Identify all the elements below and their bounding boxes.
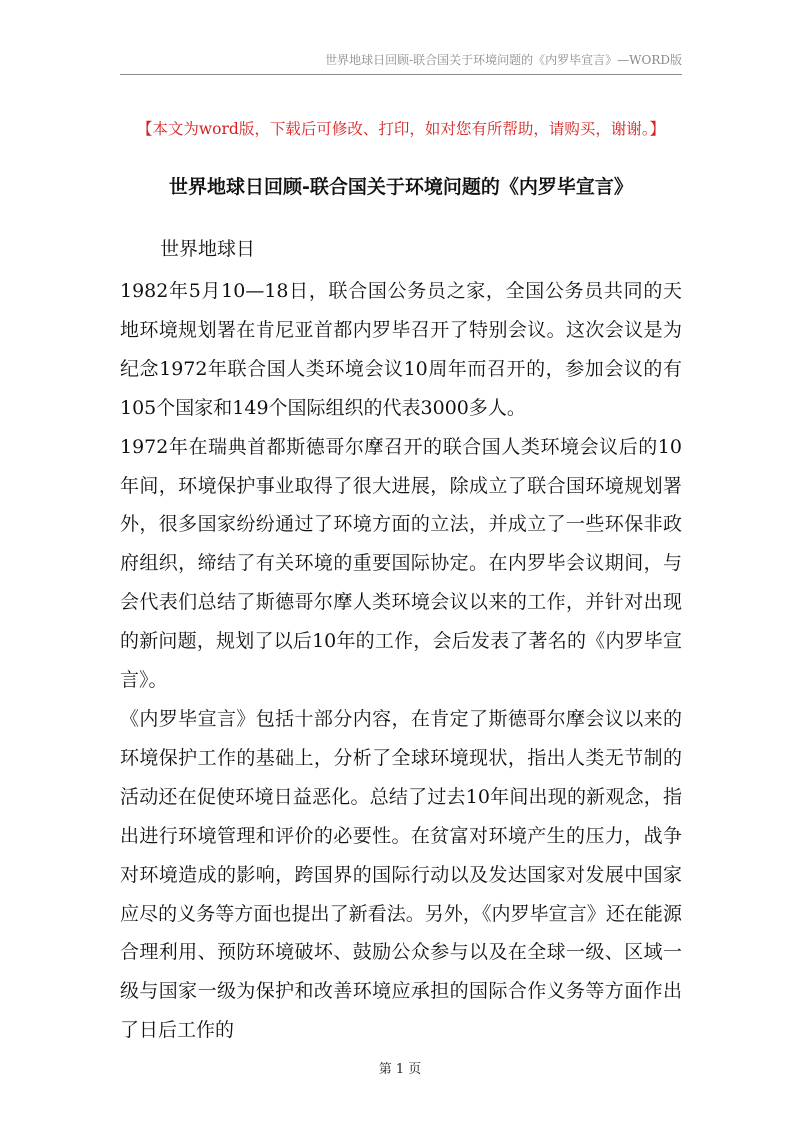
paragraph-1: 1982年5月10—18日，联合国公务员之家，全国公务员共同的天地环境规划署在肯尼亚首都内罗毕召开了特别会议。这次会议是为纪念1972年联合国人类环境会议10周年而召开的，参加会议的有105个国家和149个国际组织的代表3000多人。: [120, 280, 682, 419]
paragraph-2: 1972年在瑞典首都斯德哥尔摩召开的联合国人类环境会议后的10年间，环境保护事业取得了很大进展，除成立了联合国环境规划署外，很多国家纷纷通过了环境方面的立法，并成立了一些环保非政府组织，缔结了有关环境的重要国际协定。在内罗毕会议期间，与会代表们总结了斯德哥尔摩人类环境会议以来的工作，并针对出现的新问题，规划了以后10年的工作，会后发表了著名的《内罗毕宣言》。: [120, 435, 682, 692]
section-title: 世界地球日: [160, 238, 256, 260]
download-notice: 【本文为word版，下载后可修改、打印，如对您有所帮助，请购买，谢谢。】: [136, 120, 666, 138]
running-title: 世界地球日回顾-联合国关于环境问题的《内罗毕宣言》—WORD版: [325, 53, 682, 67]
page-header: [120, 52, 682, 75]
paragraph-3: 《内罗毕宣言》包括十部分内容，在肯定了斯德哥尔摩会议以来的环境保护工作的基础上，分析了全球环境现状，指出人类无节制的活动还在促使环境日益恶化。总结了过去10年间出现的新观念，指出进行环境管理和评价的必要性。在贫富对环境产生的压力，战争对环境造成的影响，跨国界的国际行动以及发达国家对发展中国家应尽的义务等方面也提出了新看法。另外，《内罗毕宣言》还在能源合理利用、预防环境破坏、鼓励公众参与以及在全球一级、区域一级与国家一级为保护和改善环境应承担的国际合作义务等方面作出了日后工作的: [120, 707, 682, 1042]
document-title: 世界地球日回顾-联合国关于环境问题的《内罗毕宣言》: [169, 176, 633, 198]
page-number: 第 1 页: [378, 1062, 422, 1077]
document-body: [120, 272, 682, 1050]
